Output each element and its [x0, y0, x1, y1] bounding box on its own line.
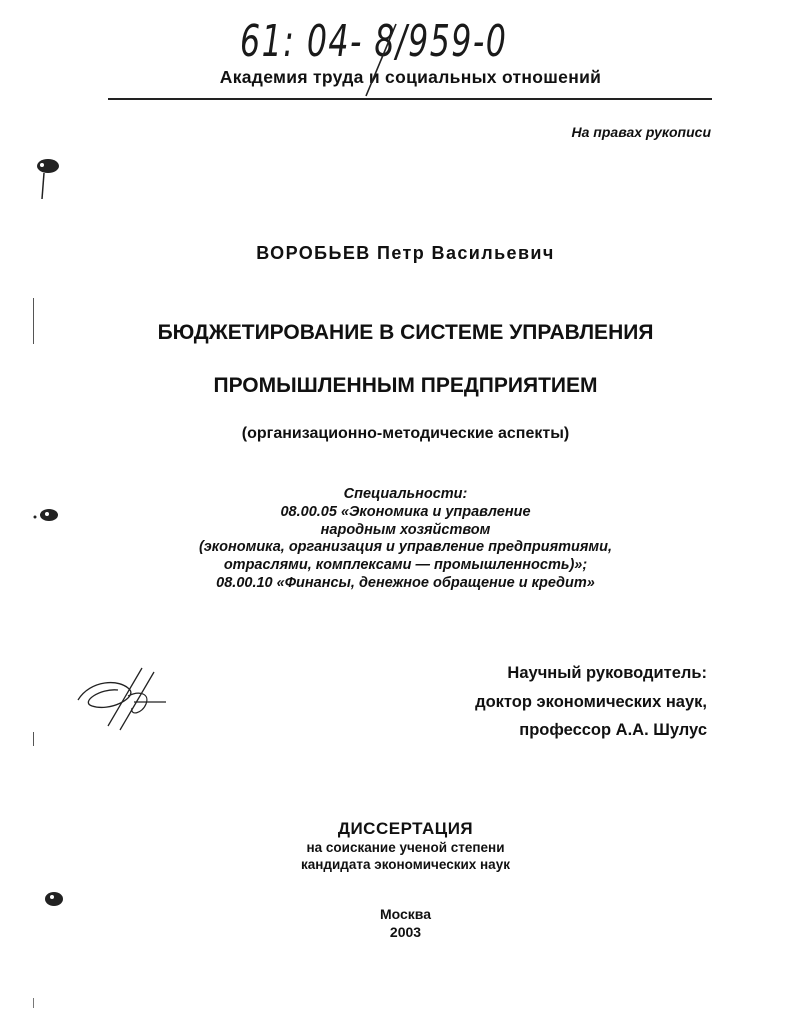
specialty-line: 08.00.10 «Финансы, денежное обращение и кредит»: [216, 574, 595, 591]
supervisor-label: Научный руководитель:: [507, 664, 707, 682]
specialties-block: [0, 486, 791, 593]
pen-stroke: [360, 20, 400, 100]
dissertation-line-1: на соискание ученой степени: [306, 840, 505, 855]
margin-line: [33, 732, 34, 746]
supervisor-name: профессор А.А. Шулус: [519, 721, 707, 739]
specialty-line: 08.00.05 «Экономика и управление: [280, 503, 531, 520]
margin-line: [33, 998, 34, 1008]
thesis-subtitle: (организационно-методические аспекты): [241, 425, 570, 442]
margin-line: [33, 298, 34, 344]
thesis-title-line-2: ПРОМЫШЛЕННЫМ ПРЕДПРИЯТИЕМ: [213, 374, 598, 397]
ink-blot-icon: [30, 155, 66, 205]
specialty-line: (экономика, организация и управление предприятиями,: [198, 539, 613, 556]
manuscript-note: На правах рукописи: [571, 124, 711, 140]
archive-code: 61: 04- 8/959-0: [240, 16, 508, 67]
year: 2003: [389, 923, 422, 940]
supervisor-degree: доктор экономических наук,: [475, 692, 707, 711]
dissertation-line-2: кандидата экономических наук: [301, 857, 510, 872]
place-and-year: [0, 906, 791, 941]
city: Москва: [379, 906, 432, 922]
supervisor-block: [475, 659, 707, 745]
dissertation-title: ДИССЕРТАЦИЯ: [337, 819, 474, 838]
signature-icon: [70, 660, 180, 740]
specialty-line: народным хозяйством: [320, 521, 491, 538]
organization-name: Академия труда и социальных отношений: [219, 67, 602, 87]
specialty-line: отраслями, комплексами — промышленность)»;: [223, 557, 588, 574]
header-divider: [108, 98, 712, 100]
specialties-heading: Специальности:: [343, 486, 468, 502]
thesis-title-line-1: БЮДЖЕТИРОВАНИЕ В СИСТЕМЕ УПРАВЛЕНИЯ: [157, 321, 654, 344]
ink-blot-icon: [40, 886, 70, 912]
dissertation-block: [0, 818, 791, 873]
ink-blot-icon: [32, 505, 62, 525]
author-name: ВОРОБЬЕВ Петр Васильевич: [256, 243, 555, 263]
